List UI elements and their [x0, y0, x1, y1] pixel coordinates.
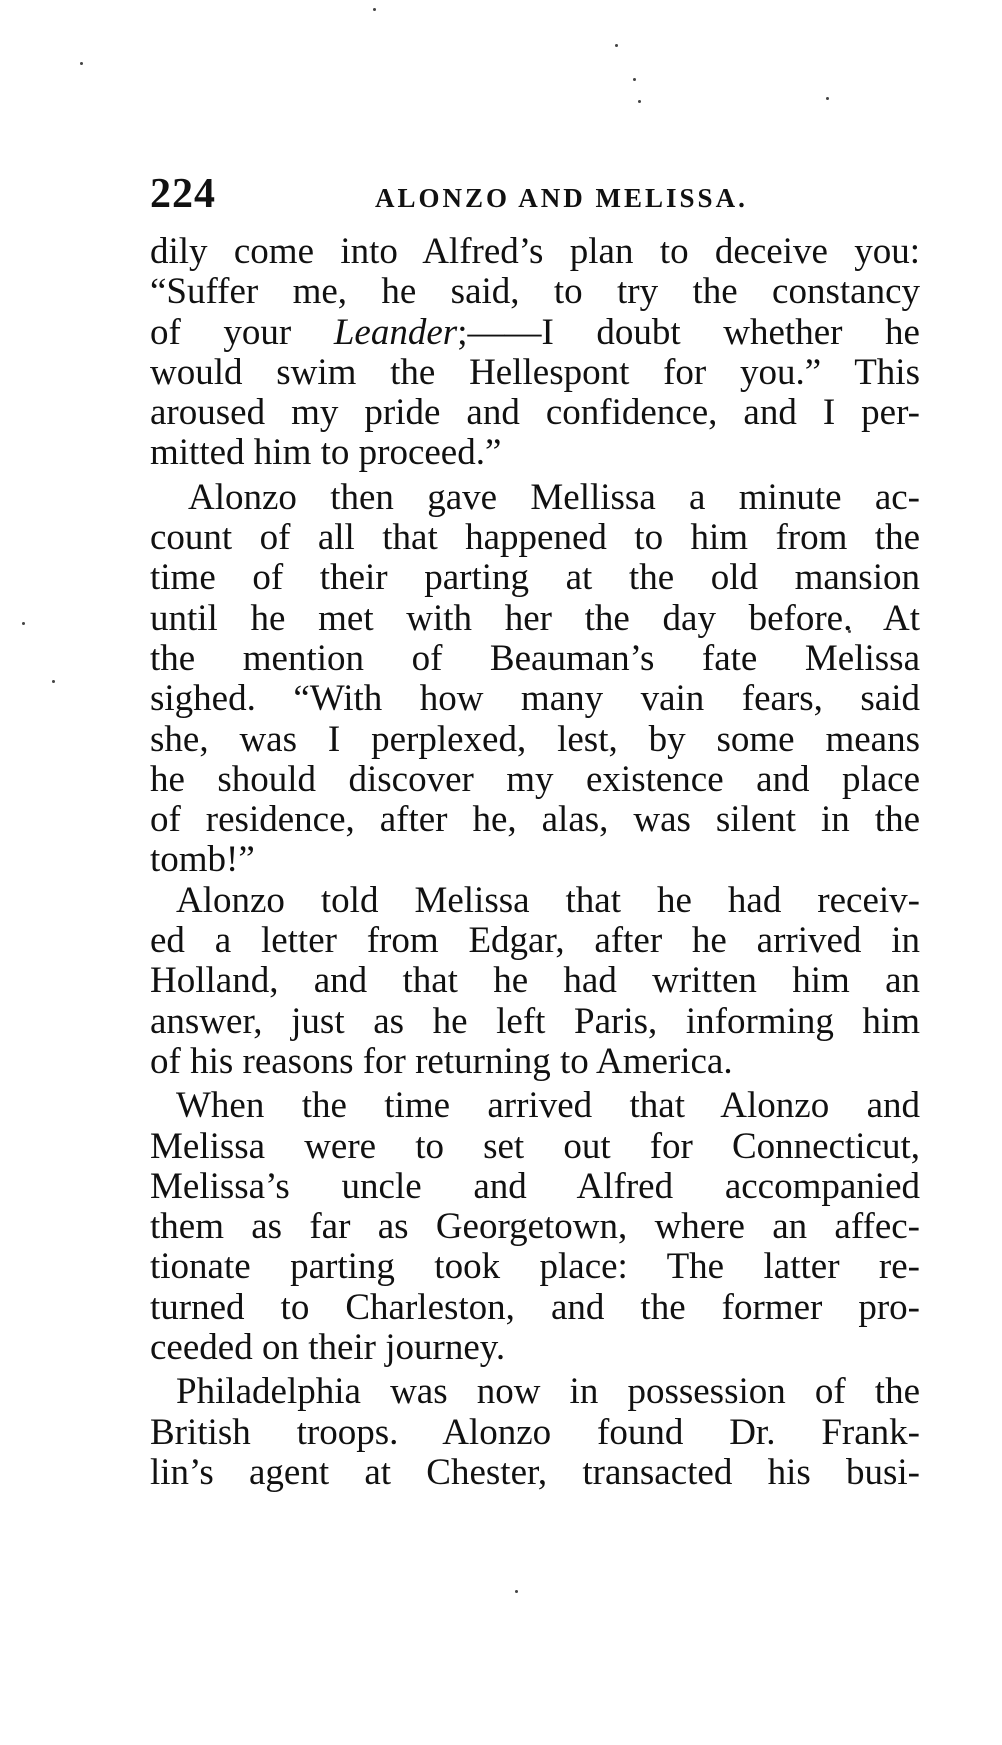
print-speck: [22, 622, 25, 625]
print-speck: [373, 8, 376, 11]
running-title: ALONZO AND MELISSA.: [375, 183, 748, 213]
text-line: time of their parting at the old mansion: [150, 557, 920, 599]
text-line: them as far as Georgetown, where an affec-: [150, 1206, 920, 1248]
text-line: “Suffer me, he said, to try the constancy: [150, 271, 920, 313]
text-line: Melissa’s uncle and Alfred accompanied: [150, 1165, 920, 1207]
paragraph-5: [150, 1372, 920, 1493]
text-line: answer, just as he left Paris, informing him: [150, 1000, 920, 1042]
text-line: the mention of Beauman’s fate Melissa: [150, 637, 920, 679]
text-line: turned to Charleston, and the former pro-: [150, 1286, 920, 1328]
print-speck: [52, 680, 55, 683]
text-line: dily come into Alfred’s plan to deceive you:: [150, 231, 920, 272]
text-line: aroused my pride and confidence, and I per-: [150, 392, 920, 434]
paragraph-1: [150, 232, 920, 474]
text-line: of your Leander;——I doubt whether he: [150, 311, 920, 353]
text-line: Holland, and that he had written him an: [150, 960, 920, 1002]
text-line: tionate parting took place: The latter re-: [150, 1246, 920, 1288]
text-line: British troops. Alonzo found Dr. Frank-: [150, 1411, 920, 1453]
text-line: ed a letter from Edgar, after he arrived in: [150, 920, 920, 962]
text-line: Alonzo then gave Mellissa a minute ac-: [188, 476, 920, 518]
text-line: of residence, after he, alas, was silent in the: [150, 799, 920, 841]
body-text: [150, 232, 920, 1493]
paragraph-3: [150, 881, 920, 1082]
print-speck: [638, 100, 641, 103]
paragraph-4: [150, 1086, 920, 1368]
text-line: lin’s agent at Chester, transacted his busi-: [150, 1451, 920, 1493]
text-line: until he met with her the day before. At: [150, 597, 920, 639]
italic-word: Leander: [333, 311, 458, 353]
print-speck: [633, 78, 636, 81]
print-speck: [615, 44, 618, 47]
text-line: of his reasons for returning to America.: [150, 1040, 733, 1082]
page-header: [150, 170, 920, 220]
text-line: When the time arrived that Alonzo and: [176, 1085, 920, 1127]
text-line: Melissa were to set out for Connecticut,: [150, 1125, 920, 1167]
text-line: mitted him to proceed.”: [150, 432, 502, 474]
print-speck: [80, 62, 83, 65]
text-line: would swim the Hellespont for you.” This: [150, 351, 920, 393]
text-line: count of all that happened to him from the: [150, 517, 920, 559]
text-line: she, was I perplexed, lest, by some means: [150, 718, 920, 760]
text-line: Alonzo told Melissa that he had receiv-: [176, 879, 920, 921]
page-number: 224: [150, 171, 216, 217]
text-line: sighed. “With how many vain fears, said: [150, 678, 920, 720]
text-line: he should discover my existence and place: [150, 758, 920, 800]
text-line: ceeded on their journey.: [150, 1327, 506, 1369]
print-speck: [826, 97, 829, 100]
text-line: tomb!”: [150, 839, 255, 881]
print-speck: [515, 1590, 518, 1593]
text-line: Philadelphia was now in possession of the: [176, 1371, 920, 1413]
paragraph-2: [150, 478, 920, 881]
